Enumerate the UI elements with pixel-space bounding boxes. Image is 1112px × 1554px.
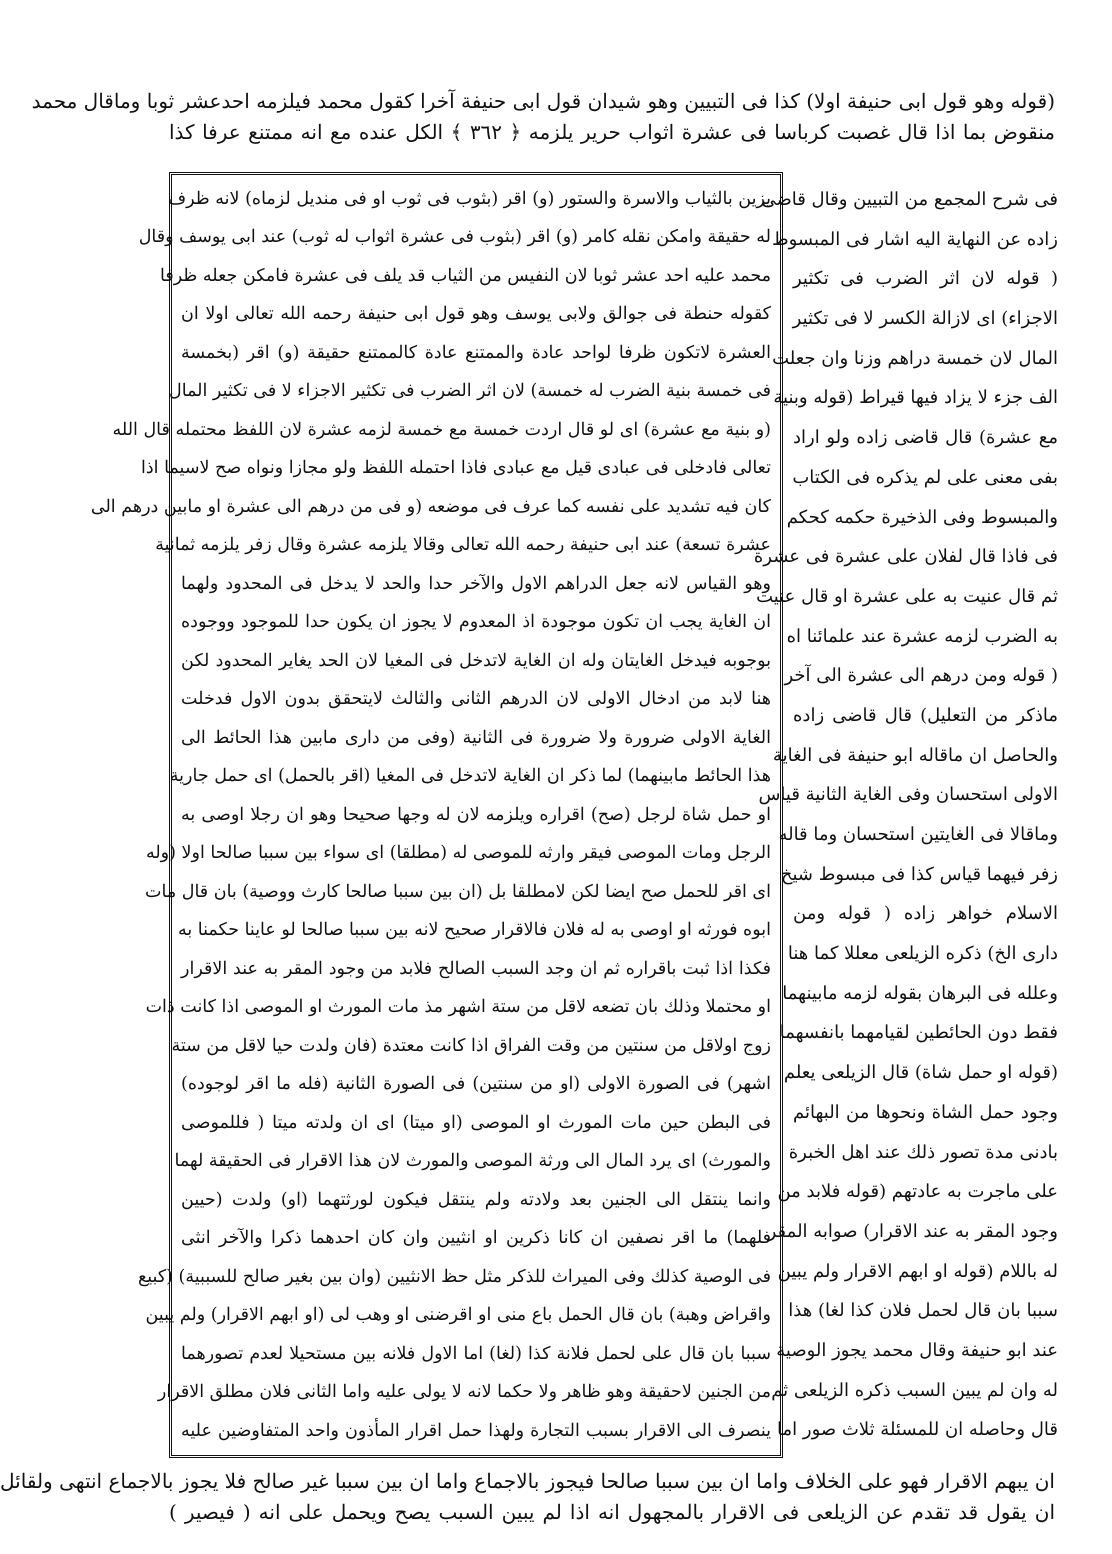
side-commentary-line: قال وحاصله ان للمسئلة ثلاث صور اما <box>777 1419 1058 1441</box>
side-commentary-line: الاولى استحسان وفى الغاية الثانية قياس <box>758 784 1058 806</box>
header-line: منقوض بما اذا قال غصبت كرباسا فى عشرة اثواب حرير يلزمه ﴿ ٣٦٢ ﴾ الكل عنده مع انه ممتنع عرفا كذا <box>169 120 1055 144</box>
main-text-line: ان الغاية يجب ان تكون موجودة اذ المعدوم لا يجوز ان يكون حدا للموجود ووجوده <box>181 612 771 633</box>
side-commentary-line: ( قوله لان اثر الضرب فى تكثير <box>793 268 1058 290</box>
side-commentary-line: على ماجرت به عادتهم (قوله فلابد من <box>777 1181 1058 1203</box>
main-text-line: له حقيقة وامكن نقله كامر (و) اقر (بثوب فى عشرة اثواب له ثوب) عند ابى يوسف وقال <box>138 227 771 248</box>
side-commentary-line: الف جزء لا يزاد فيها قيراط (قوله وبنية <box>773 387 1058 409</box>
side-commentary-line: (قوله او حمل شاة) قال الزيلعى يعلم <box>783 1062 1058 1084</box>
main-text-line: فى البطن حين مات المورث او الموصى (او ميتا) اى ان ولدته ميتا ( فللموصى <box>181 1112 771 1133</box>
side-commentary-line: بادنى مدة تصور ذلك عند اهل الخبرة <box>788 1141 1058 1163</box>
side-commentary-line: الاجزاء) اى لازالة الكسر لا فى تكثير <box>792 308 1058 330</box>
main-text-line: محمد عليه احد عشر ثوبا لان النفيس من الثياب قد يلف فى عشرة فامكن جعله ظرفا <box>160 265 771 286</box>
main-text-line: من الجنين لاحقيقة وهو ظاهر ولا حكما لانه لا يولى عليه واما الثانى فلان مطلق الاقرار <box>157 1382 771 1403</box>
main-text-line: هذا الحائط مابينهما) لما ذكر ان الغاية لاتدخل فى المغيا (اقر بالحمل) اى حمل جارية <box>169 766 771 787</box>
side-commentary-line: وجود المقر به عند الاقرار) صوابه المقر <box>767 1220 1058 1242</box>
side-commentary-line: وجود حمل الشاة ونحوها من البهائم <box>793 1101 1058 1123</box>
side-commentary-line: زفر فيهما قياس كذا فى مبسوط شيخ <box>780 863 1058 885</box>
page-footer <box>0 1466 1055 1528</box>
side-commentary-line: والمبسوط وفى الذخيرة حكمه كحكم <box>786 506 1058 528</box>
side-commentary-line: مع عشرة) قال قاضى زاده ولو اراد <box>793 427 1058 449</box>
side-commentary-line: دارى الخ) ذكره الزيلعى معللا كما هنا <box>787 943 1058 965</box>
main-text-line: كقوله حنطة فى جوالق ولابى يوسف وهو قول ابى حنيفة رحمه الله تعالى اولا ان <box>181 304 771 325</box>
main-text-line: اشهر) فى الصورة الاولى (او من سنتين) فى الصورة الثانية (فله ما اقر لوجوده) <box>181 1074 771 1095</box>
side-commentary-column <box>753 180 1058 1450</box>
header-line: (قوله وهو قول ابى حنيفة اولا) كذا فى التبيين وهو شيدان قول ابى حنيفة آخرا كقول محمد فيلزمه احدعشر ثوبا وماقال محمد <box>31 89 1055 113</box>
main-text-line: كان فيه تشديد على نفسه كما عرف فى موضعه (و فى من درهم الى عشرة او مابين درهم الى <box>90 496 771 517</box>
main-text-line: هنا لابد من ادخال الاولى لان الدرهم الثانى والثالث لايتحقق بدون الاول فدخلت <box>181 689 771 710</box>
side-commentary-line: ماذكر من التعليل) قال قاضى زاده <box>793 704 1058 726</box>
side-commentary-line: عند ابو حنيفة وقال محمد يجوز الوصية <box>776 1339 1058 1361</box>
side-commentary-line: بفى معنى على لم يذكره فى الكتاب <box>792 466 1058 488</box>
main-text-line: عشرة تسعة) عند ابى حنيفة رحمه الله تعالى وقالا يلزمه عشرة وقال زفر يلزمه ثمانية <box>155 535 771 556</box>
footer-line: ان يبهم الاقرار فهو على الخلاف واما ان بين سببا صالحا فيجوز بالاجماع واما ان بين سببا غير صالح فلا يجوز بالاجماع انتهى ولقائل <box>0 1469 1055 1493</box>
main-text-line: فلهما) ما اقر نصفين ان كانا ذكرين او انثيين وان كان احدهما ذكرا والآخر انثى <box>181 1228 771 1249</box>
main-text-line: سببا بان قال على لحمل فلانة كذا (لغا) اما الاول فلانه بين مستحيلا لعدم تصورهما <box>181 1343 771 1364</box>
main-text-line: فكذا اذا ثبت باقراره ثم ان وجد السبب الصالح فلابد من وجود المقر به عند الاقرار <box>181 958 771 979</box>
side-commentary-line: له وان لم يبين السبب ذكره الزيلعى ثم <box>771 1379 1058 1401</box>
main-text-line: الرجل ومات الموصى فيقر وارثه للموصى له (مطلقا) اى سواء بين سببا صالحا اولا (وله <box>145 843 771 864</box>
main-text-line: او محتملا وذلك بان تضعه لاقل من ستة اشهر مذ مات المورث او الموصى اذا كانت ذات <box>145 997 771 1018</box>
main-text-line: او حمل شاة لرجل (صح) اقراره ويلزمه لان له وجها صحيحا وهو ان رجلا اوصى به <box>181 804 771 825</box>
footer-line: ان يقول قد تقدم عن الزيلعى فى الاقرار بالمجهول انه اذا لم يبين السبب يصح ويحمل على انه ( فيصير ) <box>169 1500 1055 1524</box>
main-text-line: تعالى فادخلى فى عبادى قيل مع عبادى فاذا احتمله اللفظ ولو مجازا ونواه صح لاسيما اذا <box>141 458 771 479</box>
main-text-line: الغاية الاولى ضرورة ولا ضرورة فى الثانية (وفى من دارى مابين هذا الحائط الى <box>181 727 771 748</box>
main-text-line: ينصرف الى الاقرار بسبب التجارة ولهذا حمل اقرار المأذون واحد المتفاوضين عليه <box>181 1420 771 1441</box>
main-text-line: بوجوبه فيدخل الغايتان وله ان الغاية لاتدخل فى المغيا لان الحد يغاير المحدود لكن <box>181 650 771 671</box>
side-commentary-line: الاسلام خواهر زاده ( قوله ومن <box>793 903 1058 925</box>
side-commentary-line: فقط دون الحائطين لقيامهما بانفسهما <box>779 1022 1058 1044</box>
main-text-line: واقراض وهبة) بان قال الحمل باع منى او اقرضنى او وهب لى (او ابهم الاقرار) ولم يبين <box>145 1305 771 1326</box>
side-commentary-line: زاده عن النهاية اليه اشار فى المبسوط <box>771 228 1058 250</box>
side-commentary-line: وماقالا فى الغايتين استحسان وما قاله <box>778 824 1058 845</box>
side-commentary-line: به الضرب لزمه عشرة عند علمائنا اه <box>786 625 1058 647</box>
side-commentary-line: وعلله فى البرهان بقوله لزمه مابينهما <box>782 982 1058 1004</box>
main-text-line: فى خمسة بنية الضرب له خمسة) لان اثر الضرب فى تكثير الاجزاء لا فى تكثير المال <box>169 381 771 402</box>
main-text-line: اى اقر للحمل صح ايضا لكن لامطلقا بل (ان بين سببا صالحا كارث ووصية) بان قال مات <box>145 881 771 902</box>
side-commentary-line: المال لان خمسة دراهم وزنا وان جعلت <box>772 347 1058 369</box>
side-commentary-line: ( قوله ومن درهم الى عشرة الى آخر <box>784 665 1058 687</box>
main-text-column <box>90 180 771 1450</box>
main-text-line: زوج اولاقل من سنتين من وقت الفراق اذا كانت معتدة (فان ولدت حيا لاقل من ستة <box>171 1035 771 1056</box>
side-commentary-line: فى شرح المجمع من التبيين وقال قاضى <box>761 189 1058 210</box>
main-text-line: ابوه فورثه او اوصى به له فلان فالاقرار صحيح لانه بين سببا صالحا لو عاينا حكمنا به <box>177 920 771 941</box>
main-text-line: فى الوصية كذلك وفى الميراث للذكر مثل حظ الانثيين (وان بين بغير صالح للسببية) (كبيع <box>137 1266 771 1287</box>
main-text-line: والمورث) اى يرد المال الى ورثة الموصى والمورث لان هذا الاقرار فى الحقيقة لهما <box>174 1151 771 1172</box>
side-commentary-line: له باللام (قوله او ابهم الاقرار ولم يبين <box>777 1260 1058 1282</box>
main-text-line: يزين بالثياب والاسرة والستور (و) اقر (بثوب فى ثوب او فى منديل لزماه) لانه ظرف <box>167 189 771 209</box>
side-commentary-line: ثم قال عنيت به على عشرة او قال عنيت <box>756 585 1058 607</box>
main-text-line: (و بنية مع عشرة) اى لو قال اردت خمسة مع خمسة لزمه عشرة لان اللفظ محتمله قال الله <box>112 419 771 440</box>
main-text-line: وانما ينتقل الى الجنين بعد ولادته ولم ينتقل فيكون لورثتهما (او) ولدت (حيين <box>181 1189 771 1210</box>
main-text-line: العشرة لاتكون ظرفا لواحد عادة والممتنع عادة كالممتنع حقيقة (و) اقر (بخمسة <box>181 342 771 363</box>
page-header <box>31 86 1055 148</box>
side-commentary-line: سببا بان قال لحمل فلان كذا لغا) هذا <box>788 1300 1058 1322</box>
side-commentary-line: والحاصل ان ماقاله ابو حنيفة فى الغاية <box>772 744 1058 766</box>
main-text-line: وهو القياس لانه جعل الدراهم الاول والآخر حدا والحد لا يدخل فى المحدود ولهما <box>181 573 771 594</box>
side-commentary-line: فى فاذا قال لفلان على عشرة فى عشرة <box>753 546 1058 568</box>
